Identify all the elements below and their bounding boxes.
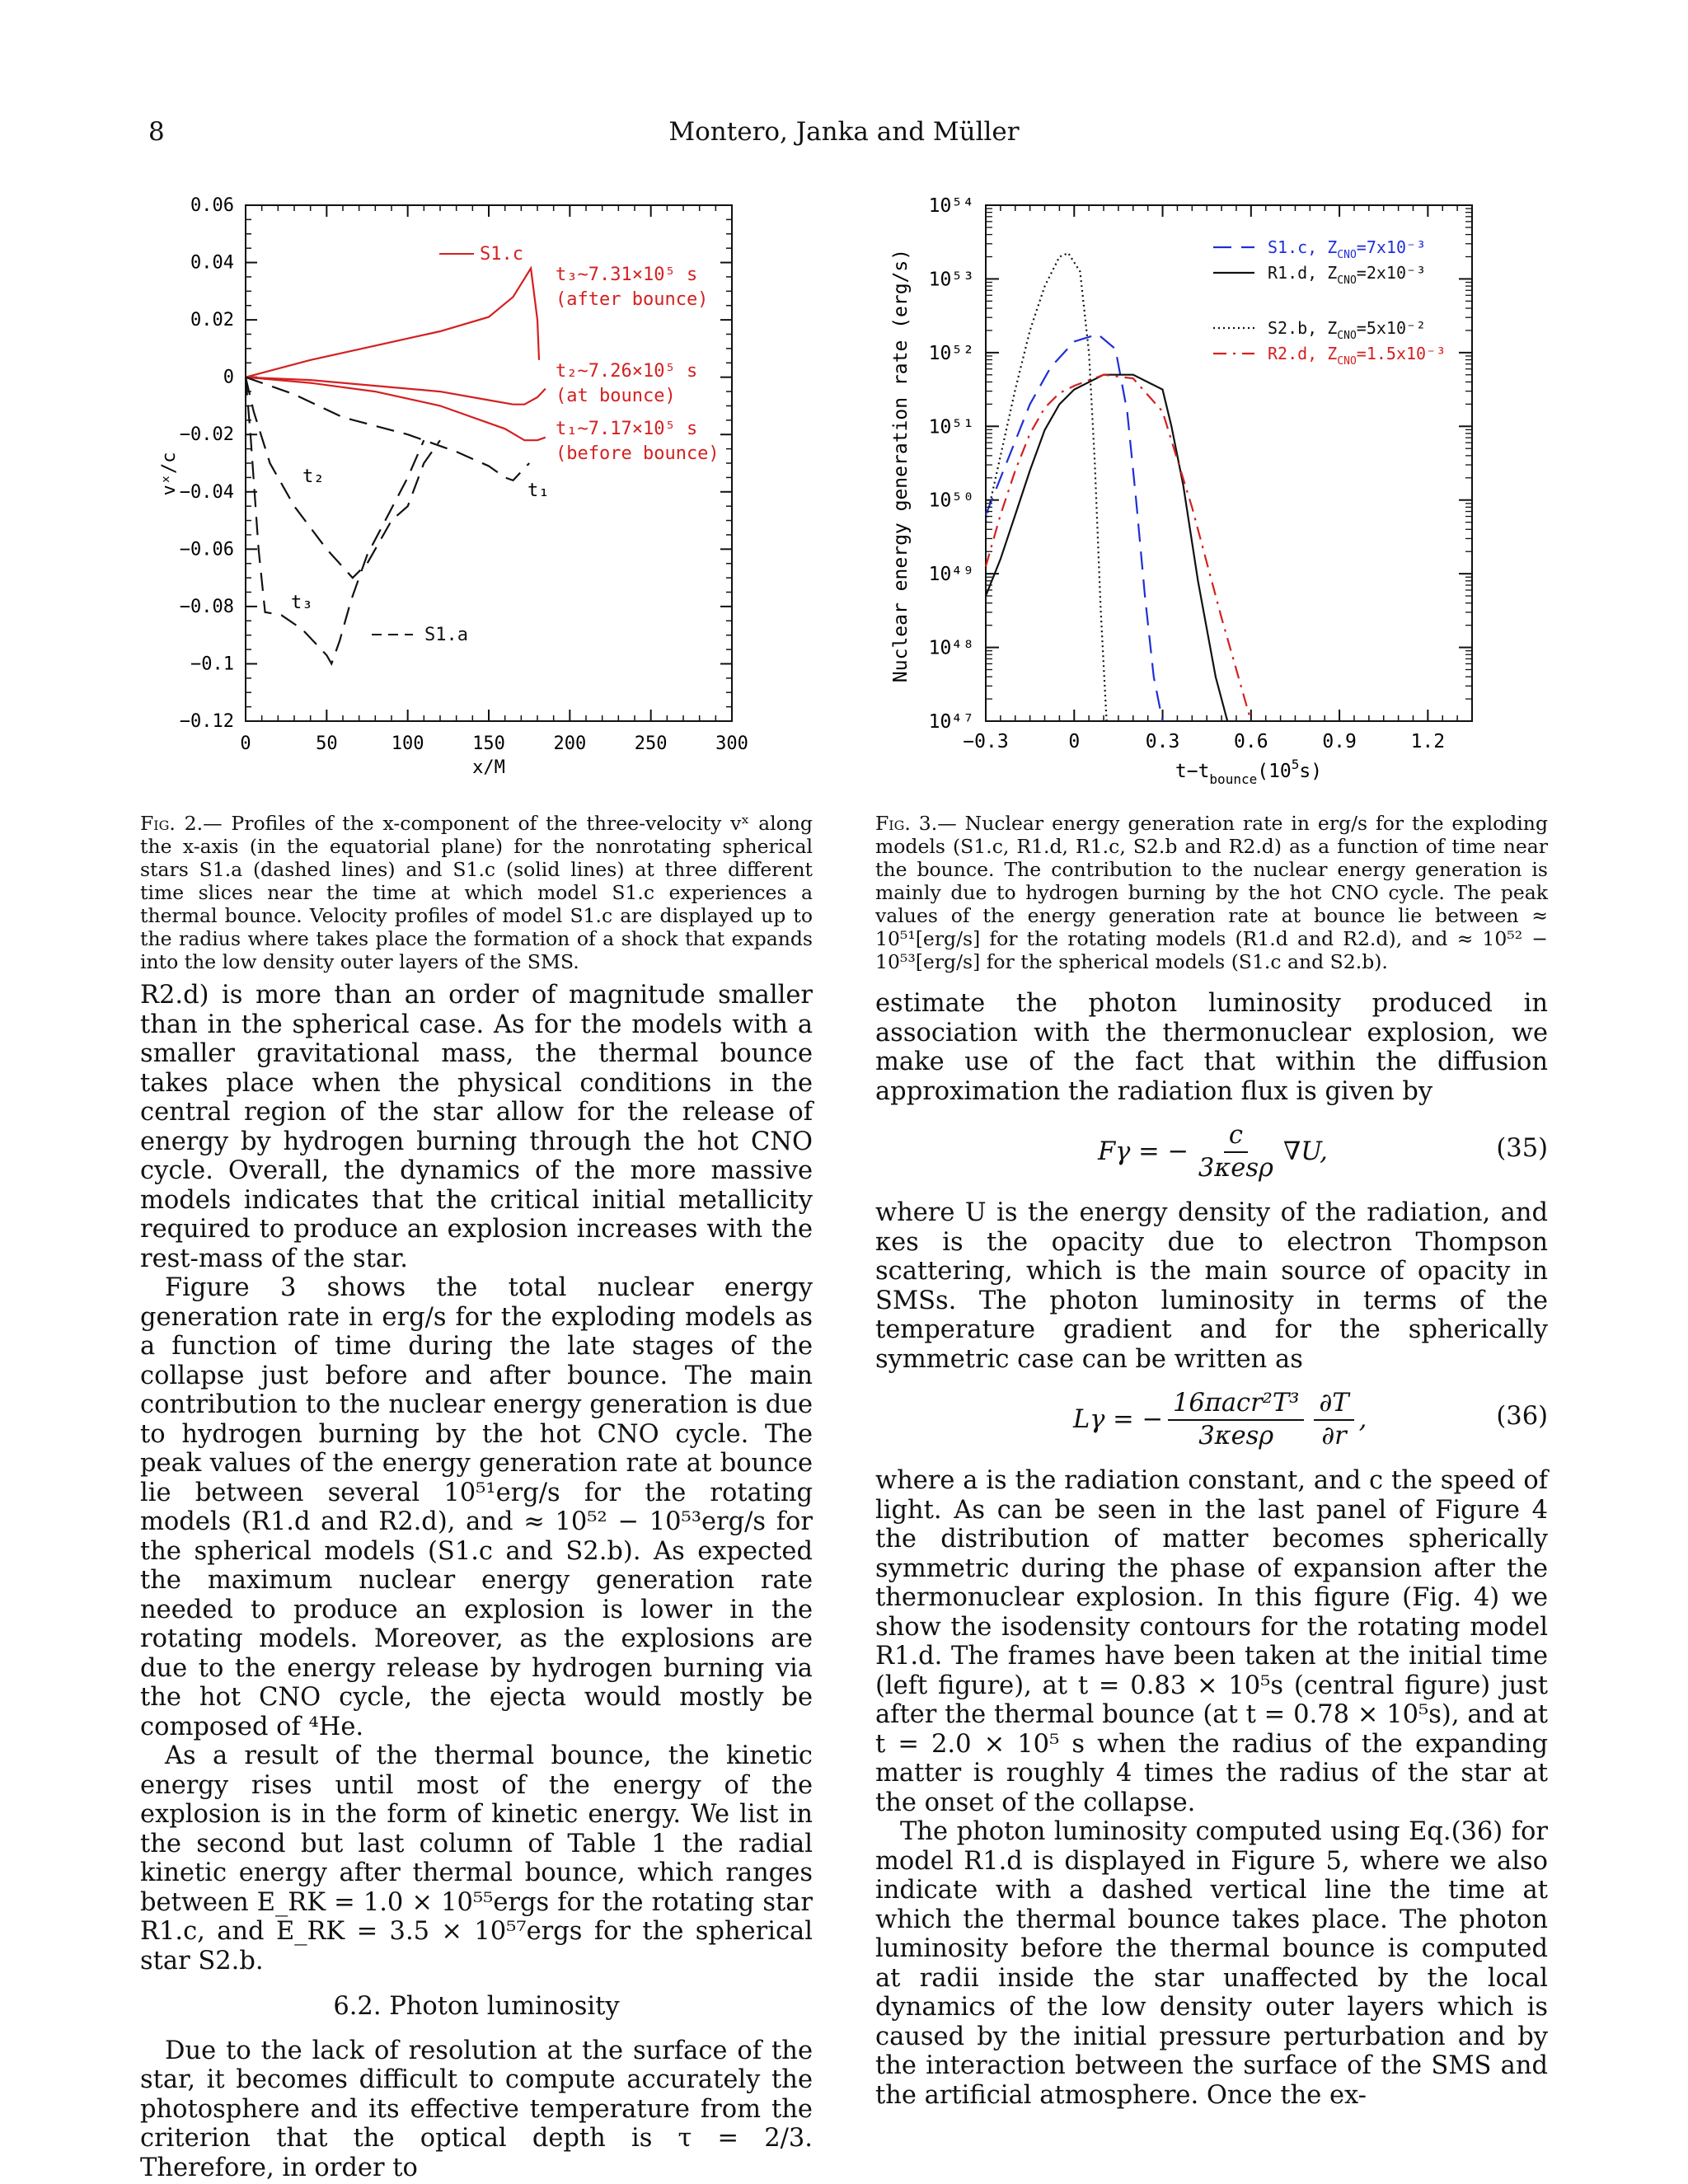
fig3-series-r1-d	[986, 375, 1227, 721]
fig3-xtick-label: 0.9	[1322, 731, 1357, 752]
fig2-curve-t3: t₃	[291, 593, 313, 613]
fig2-curve-t2: t₂	[302, 466, 325, 487]
eq35-number: (35)	[1496, 1134, 1548, 1163]
fig2-ytick-label: −0.02	[179, 424, 234, 446]
fig3-ytick-label: 10⁵¹	[928, 416, 974, 438]
fig2-xtick-label: 300	[715, 733, 748, 754]
fig3-ytick-label: 10⁵²	[928, 342, 974, 364]
fig3-caption-label: Fig. 3.—	[875, 812, 957, 835]
fig3-ylabel: Nuclear energy generation rate (erg/s)	[890, 248, 912, 683]
fig2-xtick-label: 250	[634, 733, 668, 754]
left-para-1: R2.d) is more than an order of magnitude smaller than in the spherical case. As for the models with a smaller gravitational mass, the thermal bounce takes place when the physical conditions in the central region of the star allow for the release of energy by hydrogen burning through the hot CNO cycle. Overall, the dynamics of the more massive models indicates that the critical initial metallicity required to produce an explosion increases with the rest-mass of the star.	[140, 981, 813, 1273]
left-para-2: Figure 3 shows the total nuclear energy generation rate in erg/s for the exploding models as a function of time during the late stages of the collapse just before and after bounce. The main contribution to the nuclear energy generation is due to hydrogen burning by the hot CNO cycle. The peak values of the energy generation rate at bounce lie between several 10⁵¹erg/s for the rotating models (R1.d and R2.d), and ≈ 10⁵² − 10⁵³erg/s for the spherical models (S1.c and S2.b). As expected the maximum nuclear energy generation rate needed to produce an explosion is lower in the rotating models. Moreover, as the explosions are due to the energy release by hydrogen burning via the hot CNO cycle, the ejecta would mostly be composed of ⁴He.	[140, 1273, 813, 1741]
fig3-xtick-label: −0.3	[963, 731, 1009, 752]
fig2-t2-note: (at bounce)	[556, 386, 676, 406]
eq36-lhs: Lγ = −	[1073, 1405, 1163, 1435]
fig3-series-r2-d	[986, 375, 1251, 721]
fig2-series-s1-a-t1	[246, 377, 529, 480]
fig3-caption-text: Nuclear energy generation rate in erg/s for the exploding models (S1.c, R1.d, R1.c, S2.b and R2.d) as a function of time near the bounce. The contribution to the nuclear energy generation is mainly due to hydrogen burning by the hot CNO cycle. The peak values of the energy generation rate at bounce lie between ≈ 10⁵¹[erg/s] for the rotating models (R1.d and R2.d), and ≈ 10⁵² − 10⁵³[erg/s] for the spherical models (S1.c and S2.b).	[875, 812, 1548, 973]
equation-36	[875, 1380, 1548, 1460]
right-para-3: where a is the radiation constant, and c the speed of light. As can be seen in the last panel of Figure 4 the distribution of matter becomes spherically symmetric during the phase of expansion after the thermonuclear explosion. In this figure (Fig. 4) we show the isodensity contours for the rotating model R1.d. The frames have been taken at the initial time (left figure), at t = 0.83 × 10⁵s (central figure) just after the thermal bounce (at t = 0.78 × 10⁵s), and at t = 2.0 × 10⁵ s when the radius of the expanding matter is roughly 4 times the radius of the star at the onset of the collapse.	[875, 1466, 1548, 1817]
fig2-curve-t1: t₁	[528, 480, 550, 501]
left-para-3: As a result of the thermal bounce, the kinetic energy rises until most of the energy of the explosion is in the form of kinetic energy. We list in the second but last column of Table 1 the radial kinetic energy after thermal bounce, which ranges between E_RK = 1.0 × 10⁵⁵ergs for the rotating star R1.c, and E_RK = 3.5 × 10⁵⁷ergs for the spherical star S2.b.	[140, 1741, 813, 1975]
fig2-ylabel: vˣ/c	[159, 452, 180, 496]
fig2-xtick-label: 0	[240, 733, 251, 754]
fig2-ytick-label: −0.06	[179, 539, 234, 560]
fig2-t2-label: t₂~7.26×10⁵ s	[556, 361, 698, 382]
fig3-xlabel: $t-t_{bounce}(10^5s)$	[1175, 757, 1323, 787]
fig2-ytick-label: −0.1	[190, 654, 234, 675]
right-para-2: where U is the energy density of the radiation, and κes is the opacity due to electron Thompson scattering, which is the main source of opacity in SMSs. The photon luminosity in terms of the temperature gradient and for the spherically symmetric case can be written as	[875, 1198, 1548, 1374]
eq36-denominator: 3κesρ	[1198, 1422, 1274, 1451]
eq35-denominator: 3κesρ	[1198, 1154, 1273, 1183]
fig2-caption	[140, 812, 813, 973]
fig3-legend	[1213, 237, 1446, 368]
left-column	[140, 981, 813, 2182]
left-para-4: Due to the lack of resolution at the surface of the star, it becomes difficult to compute accurately the photosphere and its effective temperature from the criterion that the optical depth is τ = 2/3. Therefore, in order to	[140, 2036, 813, 2182]
fig3-series-s1-c	[986, 335, 1163, 722]
fig3-legend-entry: R2.d, $Z_{CNO}=1.5x10^{-3}$	[1268, 344, 1447, 368]
fig2-caption-label: Fig. 2.—	[140, 812, 223, 835]
fig2-t3-label: t₃~7.31×10⁵ s	[556, 265, 698, 285]
right-para-1: estimate the photon luminosity produced in association with the thermonuclear explosion, we make use of the fact that within the diffusion approximation the radiation flux is given by	[875, 989, 1548, 1106]
right-para-4: The photon luminosity computed using Eq.(36) for model R1.d is displayed in Figure 5, where we also indicate with a dashed vertical line the time at which the thermal bounce takes place. The photon luminosity before the thermal bounce is computed at radii inside the star unaffected by the local dynamics of the low density outer layers which is caused by the initial pressure perturbation and by the interaction between the surface of the SMS and the artificial atmosphere. Once the ex-	[875, 1817, 1548, 2110]
fig2-caption-text: Profiles of the x-component of the three-velocity vˣ along the x-axis (in the equatorial plane) for the nonrotating spherical stars S1.a (dashed lines) and S1.c (solid lines) at three different time slices near the time at which model S1.c experiences a thermal bounce. Velocity profiles of model S1.c are displayed up to the radius where takes place the formation of a shock that expands into the low density outer layers of the SMS.	[140, 812, 813, 973]
eq36-number: (36)	[1496, 1402, 1548, 1431]
fig3-ytick-label: 10⁴⁹	[928, 564, 974, 586]
figure-3-nuclear-energy-rate	[882, 185, 1508, 812]
fig2-ytick-label: 0.04	[190, 252, 234, 274]
fig2-legend-s1a: S1.a	[424, 625, 468, 645]
fig2-ytick-label: −0.04	[179, 481, 234, 503]
fig3-xtick-label: 0	[1068, 731, 1081, 752]
fig2-ytick-label: −0.12	[179, 711, 234, 732]
eq35-lhs: Fγ = −	[1098, 1137, 1189, 1167]
fig2-xtick-label: 50	[316, 733, 338, 754]
fig2-t1-label: t₁~7.17×10⁵ s	[556, 419, 698, 439]
fig3-ytick-label: 10⁴⁷	[928, 711, 974, 733]
fig2-series-s1-a-t3	[246, 377, 424, 664]
fig2-xtick-label: 200	[553, 733, 587, 754]
fig3-xtick-label: 0.6	[1234, 731, 1268, 752]
eq36-numerator: 16πacr²T³	[1168, 1390, 1305, 1421]
fig3-ytick-label: 10⁵⁰	[928, 490, 974, 512]
fig2-xlabel: x/M	[472, 757, 505, 778]
fig2-t3-note: (after bounce)	[556, 289, 709, 310]
fig2-legend-s1c: S1.c	[480, 244, 523, 265]
fig2-t1-note: (before bounce)	[556, 443, 720, 464]
section-heading: 6.2. Photon luminosity	[333, 1992, 620, 2021]
equation-35	[875, 1113, 1548, 1192]
fig2-xtick-label: 150	[472, 733, 505, 754]
figure-2-velocity-profiles	[140, 185, 750, 812]
eq36-denominator-2: ∂r	[1321, 1422, 1347, 1451]
fig3-ytick-label: 10⁴⁸	[928, 637, 974, 659]
eq35-rhs: ∇U,	[1282, 1137, 1328, 1167]
fig3-caption	[875, 812, 1548, 973]
fig2-series-s1-c-t1	[246, 377, 546, 441]
eq36-tail: ,	[1358, 1405, 1367, 1435]
fig3-legend-entry: S2.b, $Z_{CNO}=5x10^{-2}$	[1268, 318, 1427, 342]
fig2-ytick-label: 0.06	[190, 195, 234, 216]
fig2-ytick-label: −0.08	[179, 596, 234, 617]
fig3-ytick-label: 10⁵³	[928, 269, 974, 291]
right-column	[875, 989, 1548, 2110]
fig3-xtick-label: 0.3	[1145, 731, 1180, 752]
fig2-xtick-label: 100	[391, 733, 424, 754]
page-number: 8	[148, 117, 165, 147]
fig2-series-s1-a-t2	[246, 377, 440, 578]
eq36-numerator-2: ∂T	[1314, 1390, 1353, 1421]
fig3-legend-entry: S1.c, $Z_{CNO}=7x10^{-3}$	[1268, 237, 1427, 261]
fig3-xtick-label: 1.2	[1410, 731, 1446, 752]
fig3-series-s2-b	[986, 253, 1107, 721]
fig3-ytick-label: 10⁵⁴	[928, 195, 974, 217]
fig3-legend-entry: R1.d, $Z_{CNO}=2x10^{-3}$	[1268, 263, 1427, 287]
fig2-series-s1-c-t3	[246, 269, 539, 377]
eq35-numerator: c	[1224, 1122, 1248, 1153]
fig2-ytick-label: 0.02	[190, 310, 234, 331]
running-head: Montero, Janka and Müller	[668, 117, 1020, 147]
fig2-ytick-label: 0	[223, 367, 234, 388]
